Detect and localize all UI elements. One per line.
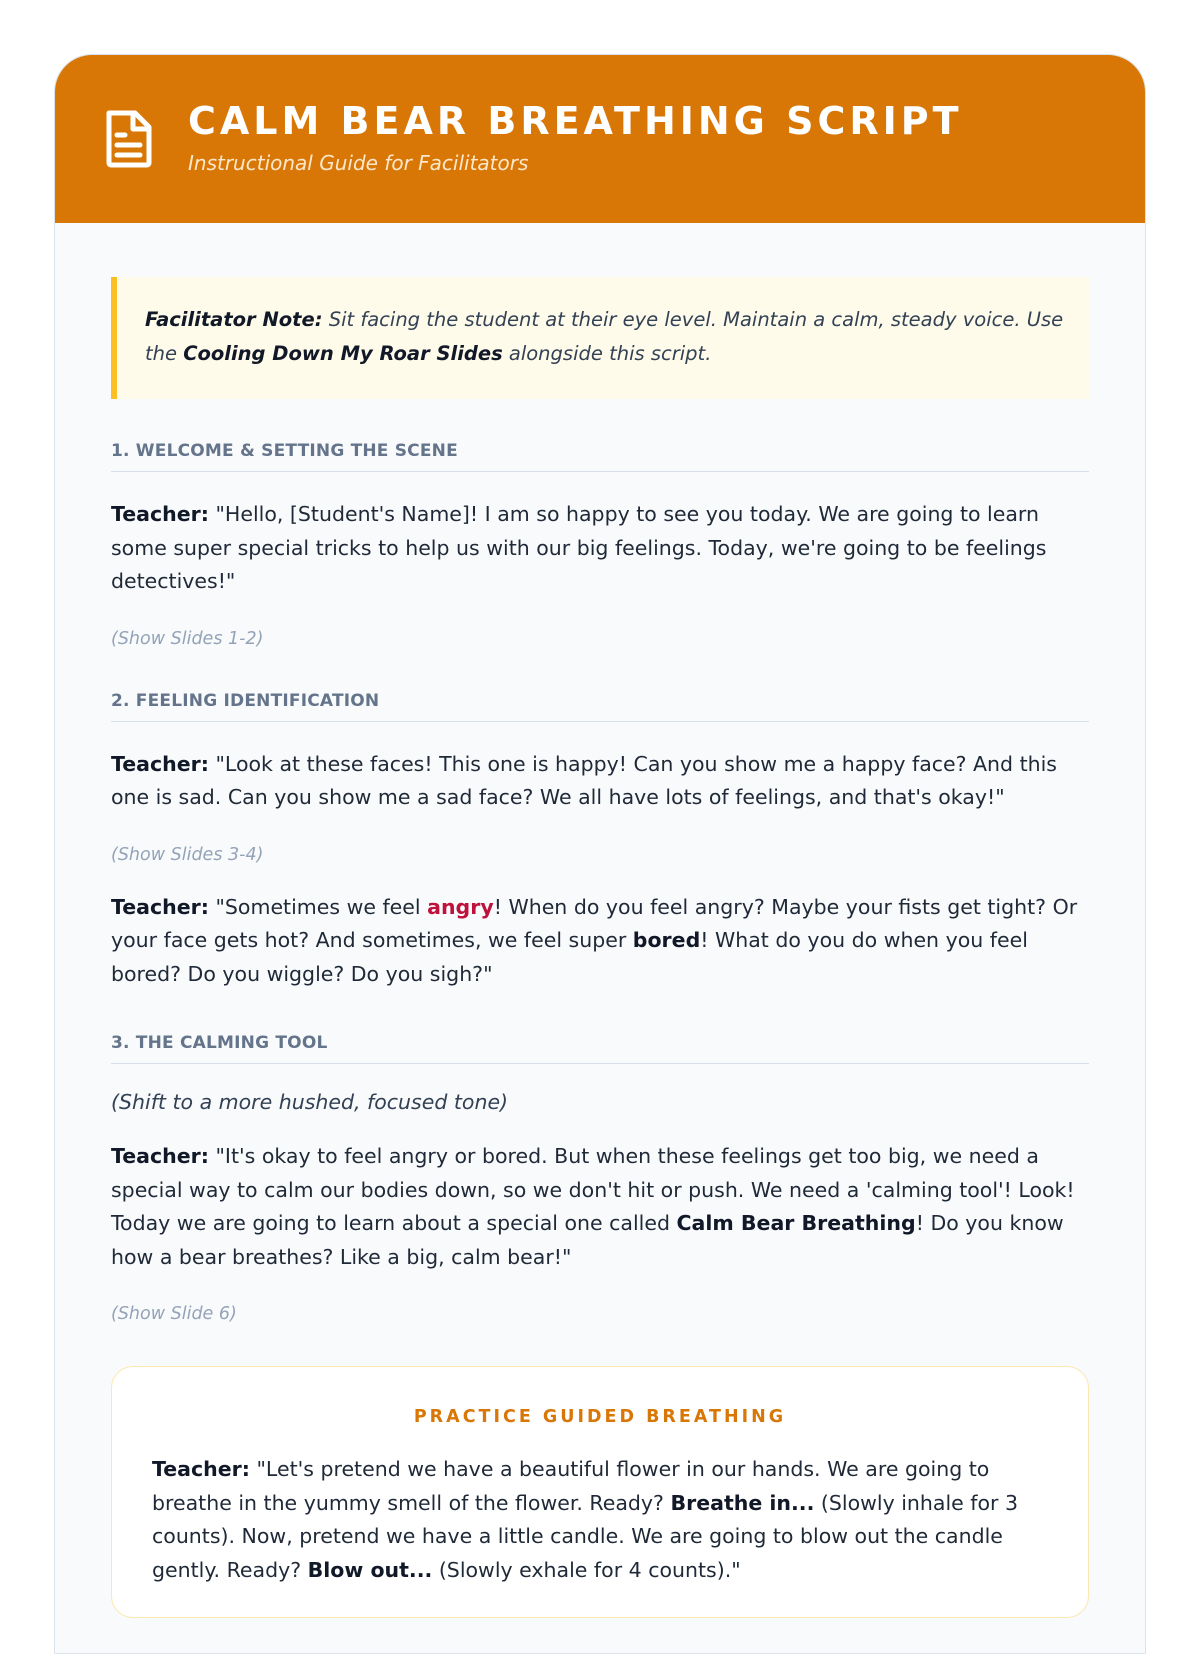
section-heading-calming-tool: 3. THE CALMING TOOL — [111, 1033, 1089, 1064]
note-label: Facilitator Note: — [145, 308, 323, 331]
speaker-label: Teacher: — [152, 1457, 250, 1481]
speaker-label: Teacher: — [111, 751, 209, 776]
section-heading-welcome: 1. WELCOME & SETTING THE SCENE — [111, 441, 1089, 472]
tone-direction: (Shift to a more hushed, focused tone) — [111, 1090, 509, 1114]
slide-cue: (Show Slides 1-2) — [111, 628, 264, 649]
page-subtitle: Instructional Guide for Facilitators — [188, 151, 529, 175]
practice-box — [111, 1366, 1089, 1618]
script-paragraph — [111, 891, 1089, 992]
dialogue-text: "Let's pretend we have a beautiful flower in our hands. We are going to breathe in the yummy smell of the flower. Ready? — [152, 1457, 990, 1515]
header-banner — [55, 55, 1145, 223]
document-icon — [103, 109, 155, 169]
slide-cue: (Show Slides 3-4) — [111, 844, 264, 865]
script-paragraph — [111, 748, 1089, 815]
speaker-label: Teacher: — [111, 502, 209, 526]
facilitator-note — [111, 277, 1089, 399]
section-heading-feelings: 2. FEELING IDENTIFICATION — [111, 691, 1089, 722]
breathe-in-cue: Breathe in... — [670, 1490, 815, 1515]
note-slides-name: Cooling Down My Roar Slides — [183, 342, 503, 365]
dialogue-text: "Hello, [Student's Name]! I am so happy to see you today. We are going to learn some super special tricks to help us with our big feelings. Today, we're going to be feelings detectives!" — [111, 502, 1047, 593]
dialogue-text: ! When do you feel angry? Maybe your fists get tight? Or your face gets hot? And sometimes, we feel super — [111, 894, 1078, 952]
dialogue-text: (Slowly inhale for 3 counts). Now, pretend we have a little candle. We are going to blow out the candle gently. Ready? — [152, 1490, 1019, 1582]
speaker-label: Teacher: — [111, 1144, 209, 1168]
blow-out-cue: Blow out... — [307, 1557, 433, 1582]
note-text-1: Sit facing the student at their eye level. Maintain a calm, steady voice. Use the — [145, 308, 1064, 365]
dialogue-text: (Slowly exhale for 4 counts)." — [432, 1557, 741, 1582]
page-title: CALM BEAR BREATHING SCRIPT — [188, 99, 963, 143]
script-content — [55, 223, 1145, 1618]
dialogue-text: ! What do you do when you feel bored? Do you wiggle? Do you sigh?" — [111, 928, 1028, 986]
practice-title: PRACTICE GUIDED BREATHING — [413, 1407, 787, 1427]
script-paragraph — [111, 498, 1089, 599]
script-paragraph — [152, 1453, 1048, 1587]
tool-name: Calm Bear Breathing — [676, 1211, 916, 1235]
dialogue-text: "Look at these faces! This one is happy! Can you show me a happy face? And this one is sad. Can you show me a sad face? We all have lots of feelings, and that's okay!" — [111, 751, 1057, 809]
angry-keyword: angry — [427, 894, 494, 919]
speaker-label: Teacher: — [111, 894, 209, 919]
bored-keyword: bored — [632, 928, 701, 952]
dialogue-text: "It's okay to feel angry or bored. But when these feelings get too big, we need a special way to calm our bodies down, so we don't hit or push. We need a 'calming tool'! Look! Today we are going to learn about a special one called — [111, 1144, 1075, 1235]
dialogue-text: ! Do you know how a bear breathes? Like a big, calm bear!" — [111, 1211, 1064, 1269]
script-card — [54, 54, 1146, 1654]
note-text-2: alongside this script. — [502, 342, 712, 365]
slide-cue: (Show Slide 6) — [111, 1304, 237, 1324]
dialogue-text: "Sometimes we feel — [208, 894, 428, 919]
script-paragraph — [111, 1140, 1089, 1274]
